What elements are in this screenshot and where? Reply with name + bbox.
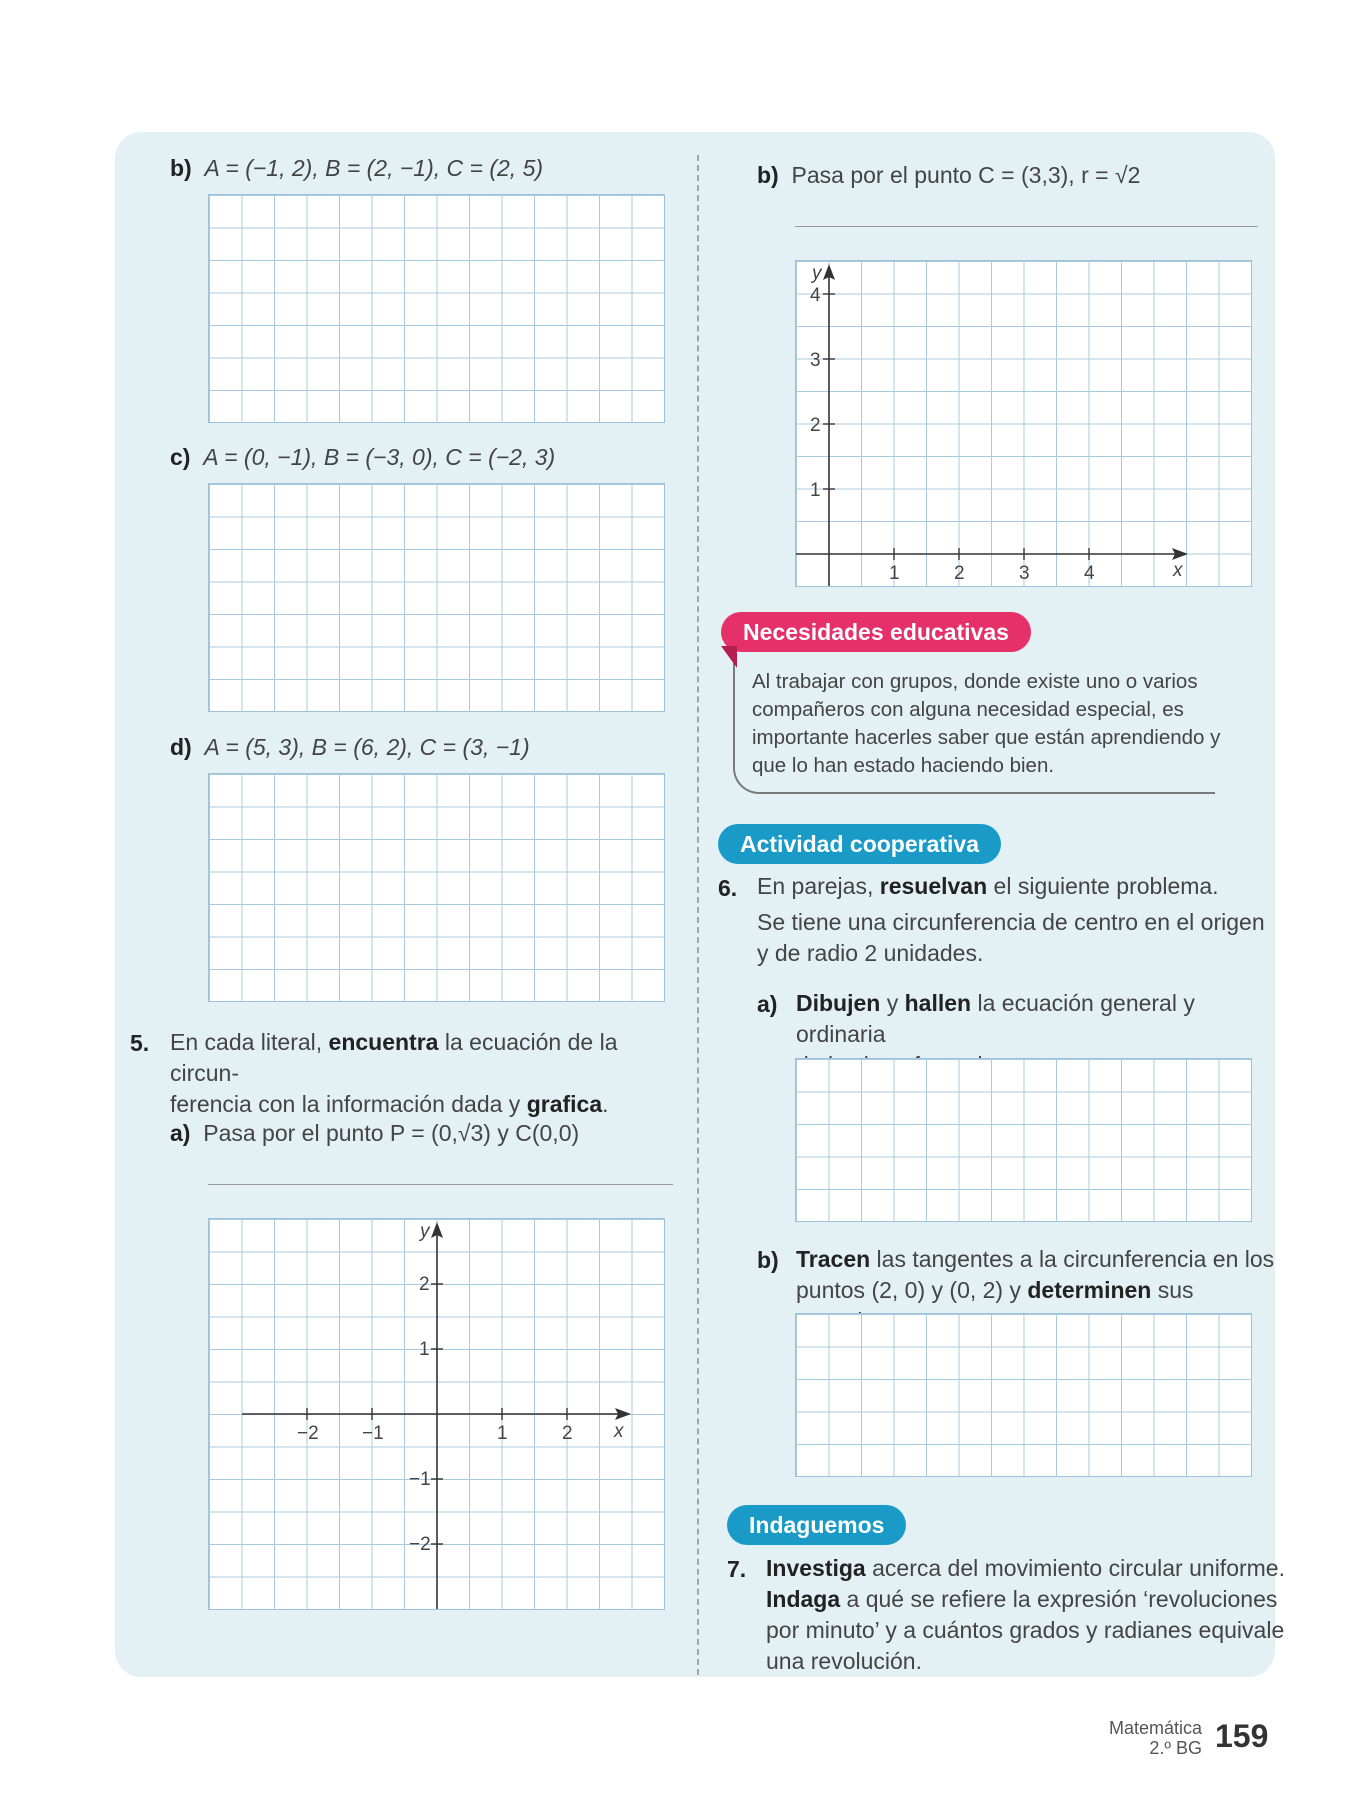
question-5b-letter: b) (757, 162, 779, 188)
grid-6a[interactable] (795, 1058, 1252, 1222)
footer-subject: Matemática (1108, 1718, 1202, 1738)
item-d-label (170, 734, 530, 761)
graph-5b-axes (796, 261, 1251, 586)
grid-item-c[interactable] (208, 483, 665, 712)
indaguemos-badge: Indaguemos (727, 1505, 906, 1545)
grid-6b[interactable] (795, 1313, 1252, 1477)
graph-5b-x-tick: 3 (1019, 563, 1030, 584)
item-c-label (170, 444, 555, 471)
question-5-text: En cada literal, encuentra la ecuación de la circun- ferencia con la información dada y grafica. (170, 1029, 618, 1117)
item-c-text: A = (0, −1), B = (−3, 0), C = (−2, 3) (203, 444, 556, 470)
graph-5a-y-tick: 2 (419, 1274, 430, 1295)
item-d-letter: d) (170, 734, 192, 760)
answer-line-5b[interactable] (795, 226, 1258, 227)
question-7-text: Investiga acerca del movimiento circular uniforme. Indaga a qué se refiere la expresión ‘revoluciones por minuto’ y a cuántos grados y radianes equivale una revolución. (766, 1555, 1285, 1674)
nee-badge-tail (721, 646, 737, 668)
nee-badge: Necesidades educativas (721, 612, 1031, 652)
page-number: 159 (1215, 1718, 1269, 1754)
question-5a-label (170, 1120, 579, 1147)
question-6a-text: Dibujen y hallen la ecuación general y ordinaria (796, 990, 1195, 1047)
question-5b-text: Pasa por el punto C = (3,3), r = √2 (791, 162, 1141, 188)
column-divider (697, 155, 699, 1675)
graph-5a[interactable] (208, 1218, 665, 1610)
item-b-label (170, 155, 543, 182)
graph-5a-y-label: y (420, 1221, 430, 1242)
question-5-number: 5. (130, 1030, 150, 1056)
graph-5b-y-tick: 3 (810, 350, 821, 371)
graph-5b-x-label: x (1173, 560, 1183, 581)
nee-note-text: Al trabajar con grupos, donde existe uno o varios compañeros con alguna necesidad especial, es importante hacerles saber que están aprendiendo y que lo han estado haciendo bien. (752, 670, 1221, 777)
graph-5a-x-label: x (614, 1421, 624, 1442)
answer-line-5a[interactable] (208, 1184, 673, 1185)
graph-5a-y-tick: 1 (419, 1339, 430, 1360)
graph-5a-x-tick: 1 (497, 1423, 508, 1444)
coop-badge: Actividad cooperativa (718, 824, 1001, 864)
graph-5a-x-tick: −1 (362, 1423, 384, 1444)
graph-5b[interactable] (795, 260, 1252, 587)
graph-5b-y-tick: 1 (810, 480, 821, 501)
grid-item-d[interactable] (208, 773, 665, 1002)
question-6b-letter: b) (757, 1247, 779, 1273)
item-c-letter: c) (170, 444, 191, 470)
graph-5a-y-tick: −2 (409, 1534, 431, 1555)
graph-5b-y-label: y (812, 263, 822, 284)
graph-5a-x-tick: 2 (562, 1423, 573, 1444)
graph-5a-axes (209, 1219, 664, 1609)
graph-5b-x-tick: 1 (889, 563, 900, 584)
graph-5b-y-tick: 4 (810, 285, 821, 306)
graph-5a-x-tick: −2 (297, 1423, 319, 1444)
question-7-number: 7. (727, 1556, 747, 1582)
grid-item-b[interactable] (208, 194, 665, 423)
item-b-letter: b) (170, 155, 192, 181)
graph-5b-y-tick: 2 (810, 415, 821, 436)
graph-5b-x-tick: 2 (954, 563, 965, 584)
question-6b-text: Tracen las tangentes a la circunferencia en los puntos (2, 0) y (0, 2) y determinen sus (796, 1246, 1275, 1303)
question-5a-text: Pasa por el punto P = (0,√3) y C(0,0) (203, 1120, 580, 1146)
item-d-text: A = (5, 3), B = (6, 2), C = (3, −1) (204, 734, 530, 760)
question-6-text: En parejas, resuelvan el siguiente problema. Se tiene una circunferencia de centro en el origen y de radio 2 unidades. (757, 873, 1265, 966)
question-5a-letter: a) (170, 1120, 191, 1146)
question-6a-letter: a) (757, 991, 778, 1017)
question-6-number: 6. (718, 875, 738, 901)
footer-grade: 2.º BG (1149, 1738, 1202, 1758)
graph-5a-y-tick: −1 (409, 1469, 431, 1490)
item-b-text: A = (−1, 2), B = (2, −1), C = (2, 5) (204, 155, 544, 181)
question-5b-label (757, 162, 1140, 189)
graph-5b-x-tick: 4 (1084, 563, 1095, 584)
